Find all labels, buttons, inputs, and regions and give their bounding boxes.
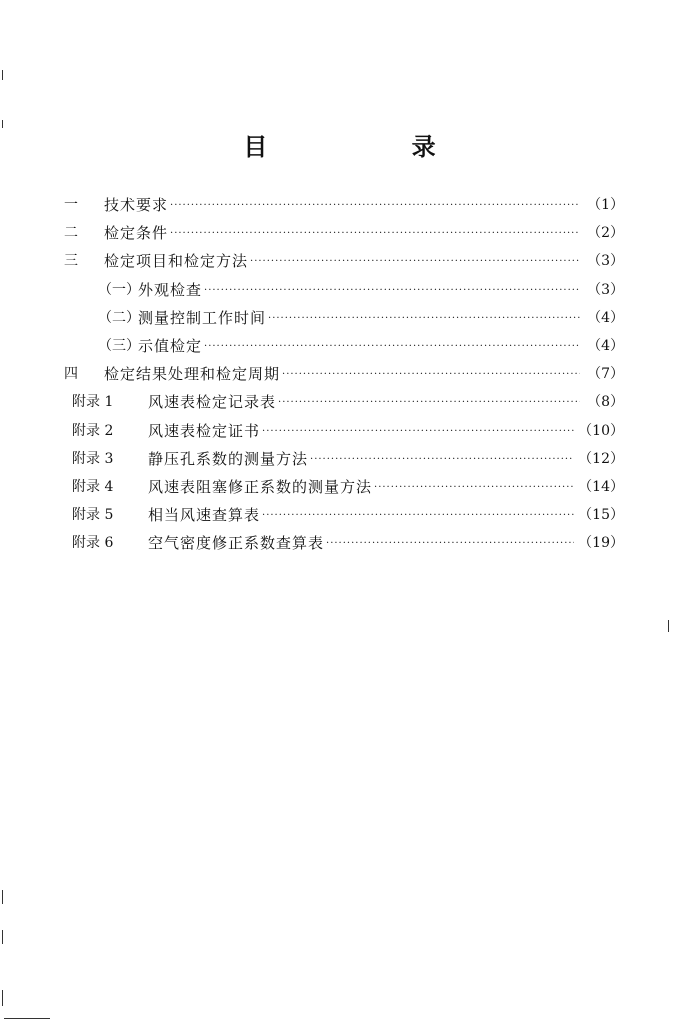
dot-leader bbox=[250, 251, 580, 271]
page-title: 目 录 bbox=[243, 133, 504, 161]
toc-entry[interactable] bbox=[64, 247, 624, 275]
toc-entry-number: 二 bbox=[64, 225, 78, 242]
toc-entry-title: 检定结果处理和检定周期 bbox=[104, 365, 281, 384]
dot-leader bbox=[310, 449, 574, 469]
toc-entry[interactable] bbox=[64, 445, 624, 473]
toc-entry-number: 附录 4 bbox=[72, 478, 114, 495]
scan-artifact bbox=[668, 620, 669, 632]
toc-entry-title: 测量控制工作时间 bbox=[138, 308, 267, 327]
toc-entry-number: 附录 5 bbox=[72, 507, 114, 524]
toc-entry-page: （4） bbox=[587, 309, 624, 326]
toc-entry-page: （7） bbox=[587, 366, 624, 383]
toc-entry[interactable] bbox=[64, 417, 624, 445]
toc-entry-title: 风速表检定记录表 bbox=[148, 393, 277, 412]
toc-entry-title: 风速表阻塞修正系数的测量方法 bbox=[148, 477, 373, 496]
toc-entry-number: （一） bbox=[98, 281, 140, 298]
toc-entry-page: （2） bbox=[587, 225, 624, 242]
toc-entry-page: （3） bbox=[587, 281, 624, 298]
toc-entry-page: （4） bbox=[587, 338, 624, 355]
toc-entry[interactable] bbox=[64, 219, 624, 247]
toc-entry-number: 三 bbox=[64, 253, 78, 270]
toc-entry-number: 一 bbox=[64, 197, 78, 214]
toc-entry-number: 附录 1 bbox=[72, 394, 114, 411]
toc-entry-title: 示值检定 bbox=[138, 337, 203, 356]
scan-artifact bbox=[4, 1018, 50, 1019]
toc-entry[interactable] bbox=[64, 473, 624, 501]
toc-entry-page: （8） bbox=[587, 394, 624, 411]
toc-entry-title: 技术要求 bbox=[104, 196, 169, 215]
toc-entry[interactable] bbox=[64, 360, 624, 388]
dot-leader bbox=[204, 280, 580, 300]
toc-entry-page: （12） bbox=[578, 450, 624, 467]
toc-entry-number: 四 bbox=[64, 366, 78, 383]
dot-leader bbox=[170, 195, 580, 215]
scan-artifact bbox=[2, 120, 3, 128]
toc-entry[interactable] bbox=[64, 191, 624, 219]
toc-entry-page: （10） bbox=[578, 422, 624, 439]
toc-entry[interactable] bbox=[64, 501, 624, 529]
dot-leader bbox=[278, 392, 580, 412]
toc-entry-page: （1） bbox=[587, 197, 624, 214]
dot-leader bbox=[282, 364, 580, 384]
scan-artifact bbox=[2, 70, 3, 80]
toc-entry-number: 附录 2 bbox=[72, 422, 114, 439]
toc-entry[interactable] bbox=[64, 276, 624, 304]
toc-entry-title: 风速表检定证书 bbox=[148, 421, 261, 440]
dot-leader bbox=[170, 223, 580, 243]
toc-entry-number: （三） bbox=[98, 338, 140, 355]
toc-entry-title: 外观检查 bbox=[138, 280, 203, 299]
dot-leader bbox=[374, 477, 574, 497]
table-of-contents bbox=[64, 191, 624, 557]
toc-entry-number: （二） bbox=[98, 309, 140, 326]
toc-entry[interactable] bbox=[64, 529, 624, 557]
scan-artifact bbox=[2, 990, 3, 1006]
toc-entry-title: 相当风速查算表 bbox=[148, 506, 261, 525]
dot-leader bbox=[268, 308, 580, 328]
dot-leader bbox=[326, 533, 574, 553]
dot-leader bbox=[262, 421, 574, 441]
toc-entry[interactable] bbox=[64, 388, 624, 416]
toc-entry-title: 空气密度修正系数查算表 bbox=[148, 534, 325, 553]
toc-entry-title: 检定项目和检定方法 bbox=[104, 252, 249, 271]
toc-entry-page: （19） bbox=[578, 535, 624, 552]
toc-entry-title: 静压孔系数的测量方法 bbox=[148, 449, 309, 468]
toc-entry-page: （3） bbox=[587, 253, 624, 270]
toc-entry-title: 检定条件 bbox=[104, 224, 169, 243]
scan-artifact bbox=[2, 890, 3, 904]
toc-entry[interactable] bbox=[64, 332, 624, 360]
toc-entry-number: 附录 3 bbox=[72, 450, 114, 467]
toc-entry-number: 附录 6 bbox=[72, 535, 114, 552]
toc-entry-page: （14） bbox=[578, 478, 624, 495]
dot-leader bbox=[262, 505, 574, 525]
toc-entry[interactable] bbox=[64, 304, 624, 332]
dot-leader bbox=[204, 336, 580, 356]
scan-artifact bbox=[2, 930, 3, 944]
toc-entry-page: （15） bbox=[578, 507, 624, 524]
